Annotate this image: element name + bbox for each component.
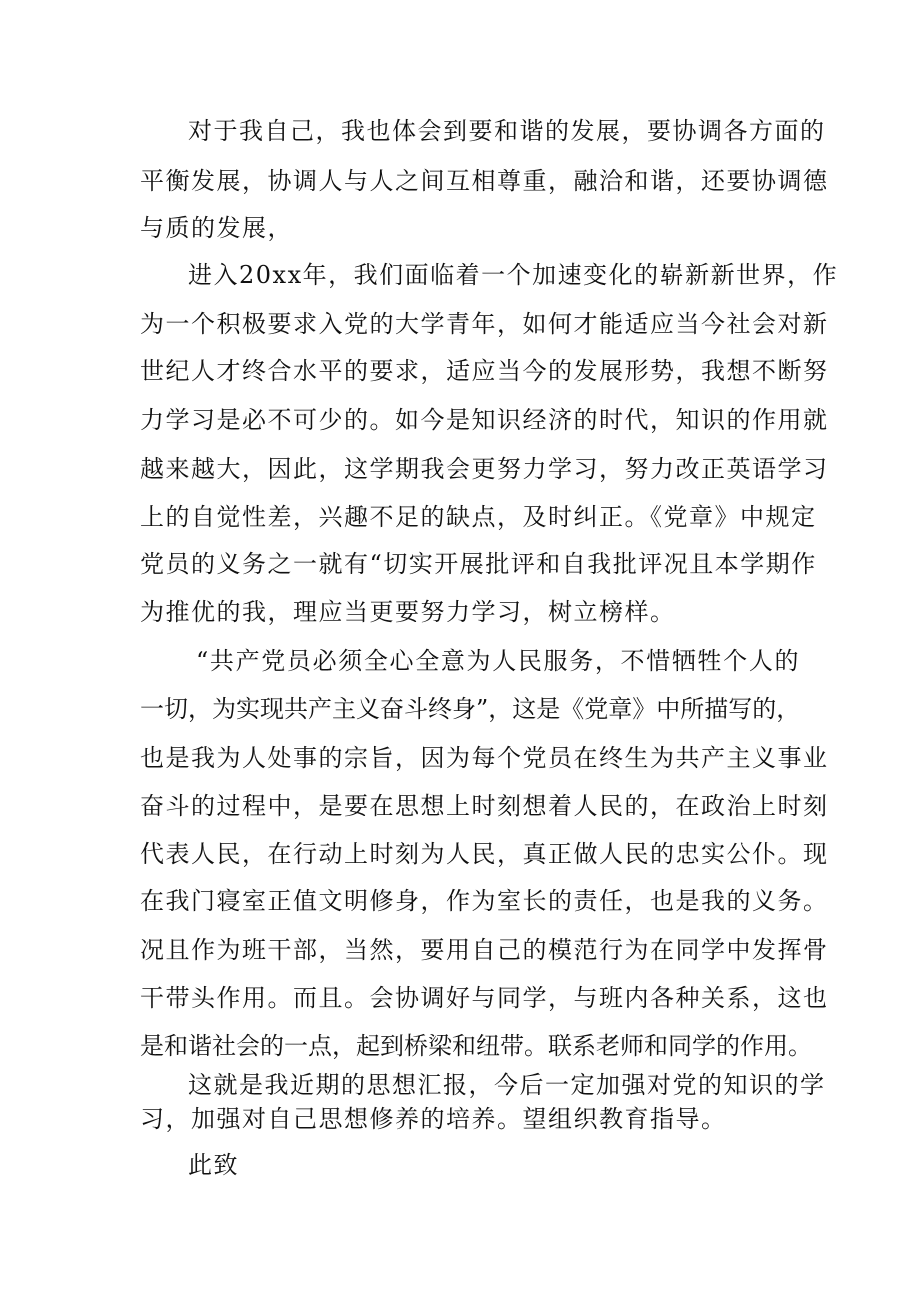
paragraph-2-line-8: 为推优的我，理应当更要努力学习，树立榜样。 bbox=[140, 598, 676, 626]
paragraph-2-line-1: 进入20xx年，我们面临着一个加速变化的崭新新世界，作 bbox=[188, 261, 839, 289]
paragraph-2-line-2: 为一个积极要求入党的大学青年，如何才能适应当今社会对新 bbox=[140, 310, 829, 338]
paragraph-1-line-3: 与质的发展， bbox=[140, 214, 293, 242]
paragraph-3-line-3: 也是我为人处事的宗旨，因为每个党员在终生为共产主义事业 bbox=[140, 744, 829, 772]
paragraph-3-line-7: 况且作为班干部，当然，要用自己的模范行为在同学中发挥骨 bbox=[140, 936, 829, 964]
paragraph-3-line-9: 是和谐社会的一点，起到桥梁和纽带。联系老师和同学的作用。 bbox=[140, 1032, 812, 1060]
paragraph-3-line-4: 奋斗的过程中，是要在思想上时刻想着人民的，在政治上时刻 bbox=[140, 792, 829, 820]
paragraph-2-line-6: 上的自觉性差，兴趣不足的缺点，及时纠正。《党章》中规定 bbox=[140, 503, 817, 531]
paragraph-3-line-2: 一切，为实现共产主义奋斗终身”，这是《党章》中所描写的， bbox=[140, 695, 801, 723]
paragraph-3-line-1: “共产党员必须全心全意为人民服务，不惜牺牲个人的 bbox=[196, 647, 800, 675]
paragraph-3-line-6: 在我门寝室正值文明修身，作为室长的责任，也是我的义务。 bbox=[140, 887, 829, 915]
paragraph-1-line-2: 平衡发展，协调人与人之间互相尊重，融洽和谐，还要协调德 bbox=[140, 167, 829, 195]
paragraph-4-line-2: 习，加强对自己思想修养的培养。望组织教育指导。 bbox=[140, 1105, 727, 1133]
paragraph-3-line-5: 代表人民，在行动上时刻为人民，真正做人民的忠实公仆。现 bbox=[140, 840, 829, 868]
closing-salutation: 此致 bbox=[188, 1151, 239, 1179]
paragraph-1-line-1: 对于我自己，我也体会到要和谐的发展，要协调各方面的 bbox=[188, 117, 826, 145]
paragraph-2-line-4: 力学习是必不可少的。如今是知识经济的时代，知识的作用就 bbox=[140, 406, 829, 434]
paragraph-3-line-8: 干带头作用。而且。会协调好与同学，与班内各种关系，这也 bbox=[140, 984, 829, 1012]
paragraph-4-line-1: 这就是我近期的思想汇报，今后一定加强对党的知识的学 bbox=[188, 1071, 826, 1099]
paragraph-2-line-5: 越来越大，因此，这学期我会更努力学习，努力改正英语学习 bbox=[140, 455, 829, 483]
paragraph-2-line-7: 党员的义务之一就有“切实开展批评和自我批评况且本学期作 bbox=[140, 550, 817, 578]
paragraph-2-line-3: 世纪人才终合水平的要求，适应当今的发展形势，我想不断努 bbox=[140, 357, 829, 385]
